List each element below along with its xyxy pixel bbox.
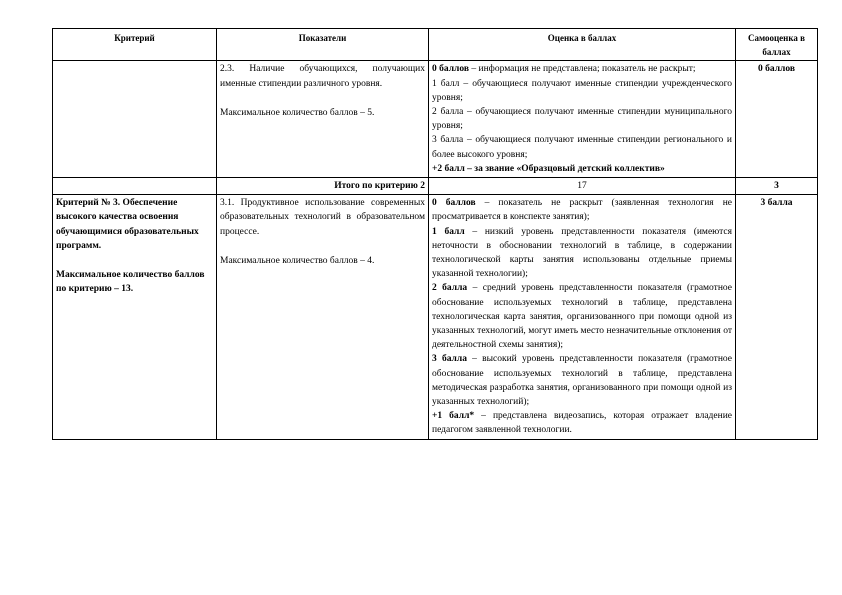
score-line: +1 балл* – представлена видеозапись, которая отражает владение педагогом заявленной технологии. [432,411,732,436]
score-line: 3 балла – обучающиеся получают именные стипендии регионального и более высокого уровня; [432,135,732,160]
self-score-cell: 3 балла [736,195,818,439]
score-line: 2 балла – средний уровень представленности показателя (грамотное обоснование используемых технологий в таблице, представлена технологическая карта занятия, организованного при помощи одной из указанных технологий, могут иметь место незначительные отклонения от деятельностной схемы занятия); [432,283,732,351]
table-row [53,195,818,439]
criterion-cell-empty [53,61,217,178]
score-line: 2 балла – обучающиеся получают именные стипендии муниципального уровня; [432,107,732,132]
score-line: 0 баллов – показатель не раскрыт (заявленная технология не просматривается в конспекте занятия); [432,198,732,223]
criterion-max: Максимальное количество баллов по критерию – 13. [56,270,205,295]
table-row [53,61,818,178]
criterion-cell [53,195,217,439]
score-cell [429,195,736,439]
indicator-cell [217,61,429,178]
score-line: 3 балла – высокий уровень представленности показателя (грамотное обоснование используемых технологий в таблице, представлена методическая разработка занятия, организованного при помощи одной из указанных технологий); [432,354,732,408]
header-criterion: Критерий [53,29,217,61]
score-line: 1 балл – низкий уровень представленности показателя (имеются неточности в обосновании технологий в таблице, в содержании технологической карты занятия использованы отдельные приемы указанной технологии); [432,226,732,280]
total-row [53,178,818,195]
indicator-text: 2.3. Наличие обучающихся, получающих именные стипендии различного уровня. [220,64,425,89]
criteria-table [52,28,818,440]
score-cell [429,61,736,178]
header-score: Оценка в баллах [429,29,736,61]
indicator-cell [217,195,429,439]
indicator-max: Максимальное количество баллов – 5. [220,107,375,118]
total-self-score: 3 [736,178,818,195]
indicator-text: 3.1. Продуктивное использование современных образовательных технологий в образовательном процессе. [220,198,425,237]
indicator-max: Максимальное количество баллов – 4. [220,255,375,266]
total-empty-cell [53,178,217,195]
header-row [53,29,818,61]
score-line: +2 балл – за звание «Образцовый детский коллектив» [432,163,665,174]
header-indicators: Показатели [217,29,429,61]
score-line: 0 баллов – информация не представлена; показатель не раскрыт; [432,64,696,75]
criterion-title: Критерий № 3. Обеспечение высокого качества освоения обучающимися образовательных программ. [56,198,199,251]
header-self-score: Самооценка в баллах [736,29,818,61]
total-score: 17 [429,178,736,195]
score-line: 1 балл – обучающиеся получают именные стипендии учрежденческого уровня; [432,78,732,103]
total-label: Итого по критерию 2 [217,178,429,195]
self-score-cell: 0 баллов [736,61,818,178]
